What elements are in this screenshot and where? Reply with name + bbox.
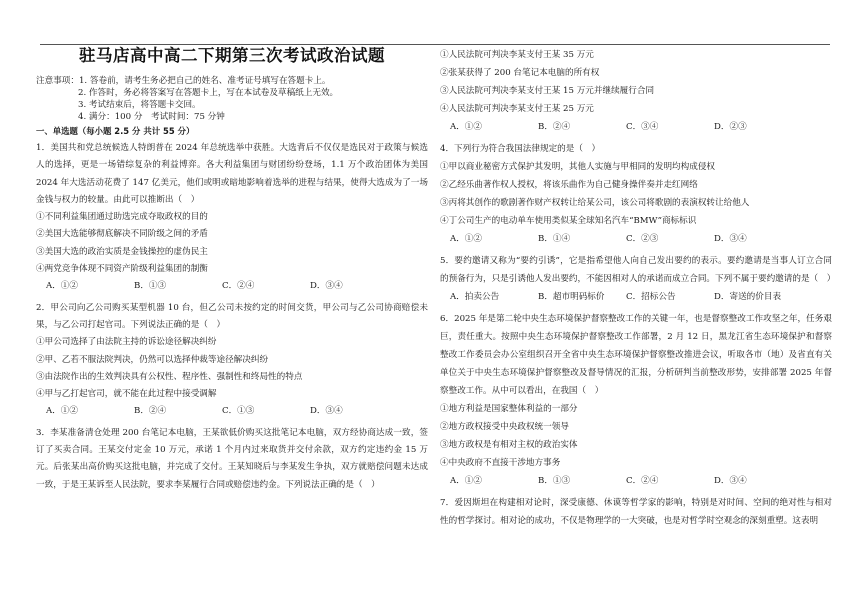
q5-option-b: B．超市明码标价 xyxy=(538,292,605,302)
q2-option-a: A．①② xyxy=(46,406,78,417)
q1-option-c: C．②④ xyxy=(222,281,255,292)
section-heading: 一、单选题（每小题 2.5 分 共计 55 分） xyxy=(36,126,195,136)
q6-option-d: D．③④ xyxy=(714,476,747,486)
question-3-stem: 3．李某准备清仓处理 200 台笔记本电脑，王某欲低价购买这批笔记本电脑，双方经协商达成一致，签订了买卖合同。王某交付定金 10 万元，承诺 1 个月内过来取货并交付余款，双方约定违约金 15 万元。后张某出高价购买这批电脑，并完成了交付。王某知晓后与李某发生争执，双方就赔偿问题未达成一致，于是王某诉至人民法院，要求李某履行合同或赔偿违约金。下列说法正确的是（ ） xyxy=(36,427,428,490)
q3-option-c: C．③④ xyxy=(626,122,659,132)
right-column xyxy=(440,46,836,530)
q2-choice: ④甲与乙打起官司，就不能在此过程中接受调解 xyxy=(36,389,217,400)
q4-options xyxy=(450,230,832,248)
question-7-stem: 7．爱因斯坦在构建相对论时，深受康德、休谟等哲学家的影响，特别是对时间、空间的绝对性与相对性的哲学探讨。相对论的成功，不仅是物理学的一大突破，也是对哲学时空观念的深刻重塑。这表明 xyxy=(440,498,832,526)
q2-choice: ①甲公司选择了由法院主持的诉讼途径解决纠纷 xyxy=(36,337,217,348)
q5-option-d: D．寄送的价目表 xyxy=(714,292,782,302)
note-item: 3. 考试结束后，将答题卡交回。 xyxy=(78,100,201,110)
q3-choice: ①人民法院可判决李某支付王某 35 万元 xyxy=(440,50,594,60)
q2-choice: ②甲、乙若不服法院判决，仍然可以选择仲裁等途径解决纠纷 xyxy=(36,354,269,365)
header-rule xyxy=(40,44,830,45)
q6-option-c: C．②④ xyxy=(626,476,659,486)
q1-choice: ②美国大选能够彻底解决不同阶级之间的矛盾 xyxy=(36,229,208,240)
q6-options xyxy=(450,472,832,490)
q4-choice: ④丁公司生产的电动单车使用类似某全球知名汽车“BMW”商标标识 xyxy=(440,216,697,226)
q4-choice: ①甲以商业秘密方式保护其发明，其他人实施与甲相同的发明均构成侵权 xyxy=(440,162,716,172)
q6-choice: ②地方政权接受中央政权统一领导 xyxy=(440,422,569,432)
page-title: 驻马店高中高二下期第三次考试政治试题 xyxy=(79,46,385,65)
q3-option-b: B．②④ xyxy=(538,122,571,132)
q4-option-d: D．③④ xyxy=(714,234,747,244)
note-item: 4. 满分：100 分 考试时间：75 分钟 xyxy=(78,112,225,122)
q4-choice: ②乙经乐曲著作权人授权，将该乐曲作为自己健身操伴奏并走红网络 xyxy=(440,180,698,190)
q3-options xyxy=(450,118,832,136)
q1-options xyxy=(46,278,428,295)
q1-choice: ①不同利益集团通过助选完成夺取政权的目的 xyxy=(36,212,208,223)
q2-option-d: D．③④ xyxy=(310,406,343,417)
q3-option-a: A．①② xyxy=(450,122,482,132)
q4-option-c: C．②③ xyxy=(626,234,659,244)
question-5-stem: 5．要约邀请又称为“要约引诱”，它是指希望他人向自己发出要约的表示。要约邀请是当事人订立合同的预备行为，只是引诱他人发出要约，不能因相对人的承诺而成立合同。下列不属于要约邀请的是（ ） xyxy=(440,256,836,284)
q5-option-c: C．招标公告 xyxy=(626,292,676,302)
q6-option-b: B．①③ xyxy=(538,476,571,486)
q1-option-d: D．③④ xyxy=(310,281,343,292)
question-6-stem: 6．2025 年是第二轮中央生态环境保护督察整改工作的关键一年，也是督察整改工作攻坚之年，任务艰巨，责任重大。按照中央生态环境保护督察整改工作部署，2 月 12 日，黑龙江省生态环境保护和督察整改工作委员会办公室组织召开全省中央生态环境保护督察整改推进会议，听取各市（地）及省直有关单位关于中央生态环境保护督察整改及督导情况的汇报，分析研判当前整改形势，安排部署 2025 年督察整改工作。从中可以看出，在我国（ ） xyxy=(440,314,832,396)
q4-option-a: A．①② xyxy=(450,234,482,244)
q6-choice: ④中央政府不直接干涉地方事务 xyxy=(440,458,561,468)
q1-option-a: A．①② xyxy=(46,281,78,292)
question-4-stem: 4．下列行为符合我国法律规定的是（ ） xyxy=(440,144,601,154)
q3-choice: ④人民法院可判决李某支付王某 25 万元 xyxy=(440,104,594,114)
q2-options xyxy=(46,403,428,420)
q3-choice: ②张某获得了 200 台笔记本电脑的所有权 xyxy=(440,68,600,78)
q6-choice: ③地方政权是有相对主权的政治实体 xyxy=(440,440,578,450)
q4-option-b: B．①④ xyxy=(538,234,571,244)
q1-choice: ④两党竞争体现不同资产阶级利益集团的制衡 xyxy=(36,264,208,275)
q5-options xyxy=(450,288,832,306)
q1-choice: ③美国大选的政治实质是金钱操控的虚伪民主 xyxy=(36,246,208,257)
question-1-stem: 1．美国共和党总统候选人特朗普在 2024 年总统选举中获胜。大选背后不仅仅是选民对于政策与候选人的选择，更是一场错综复杂的利益博弈。各大利益集团与财团纷纷登场，1.1 万个政治团体为美国 2024 年大选活动花费了 147 亿美元，他们或明或暗地影响着选举的进程与结果，使得大选成为了一场金钱与权力的较量。由此可以推断出（ ） xyxy=(36,143,428,205)
q3-option-d: D．②③ xyxy=(714,122,747,132)
q2-option-b: B．②④ xyxy=(134,406,167,417)
q5-option-a: A．拍卖公告 xyxy=(450,292,500,302)
q3-choice: ③人民法院可判决李某支付王某 15 万元并继续履行合同 xyxy=(440,86,655,96)
q2-choice: ③由法院作出的生效判决具有公权性、程序性、强制性和终局性的特点 xyxy=(36,371,303,382)
q1-option-b: B．①③ xyxy=(134,281,167,292)
left-column xyxy=(36,46,428,494)
notes-heading: 注意事项：1. 答卷前，请考生务必把自己的姓名、准考证号填写在答题卡上。 xyxy=(36,76,331,86)
note-item: 2. 作答时，务必将答案写在答题卡上，写在本试卷及草稿纸上无效。 xyxy=(78,88,339,98)
q6-choice: ①地方利益是国家整体利益的一部分 xyxy=(440,404,578,414)
q6-option-a: A．①② xyxy=(450,476,482,486)
q4-choice: ③丙将其创作的歌剧著作财产权转让给某公司，该公司将歌剧的表演权转让给他人 xyxy=(440,198,750,208)
question-2-stem: 2．甲公司向乙公司购买某型机器 10 台，但乙公司未按约定的时间交货，甲公司与乙公司协商赔偿未果，与乙公司打起官司。下列说法正确的是（ ） xyxy=(36,302,428,330)
q2-option-c: C．①③ xyxy=(222,406,255,417)
